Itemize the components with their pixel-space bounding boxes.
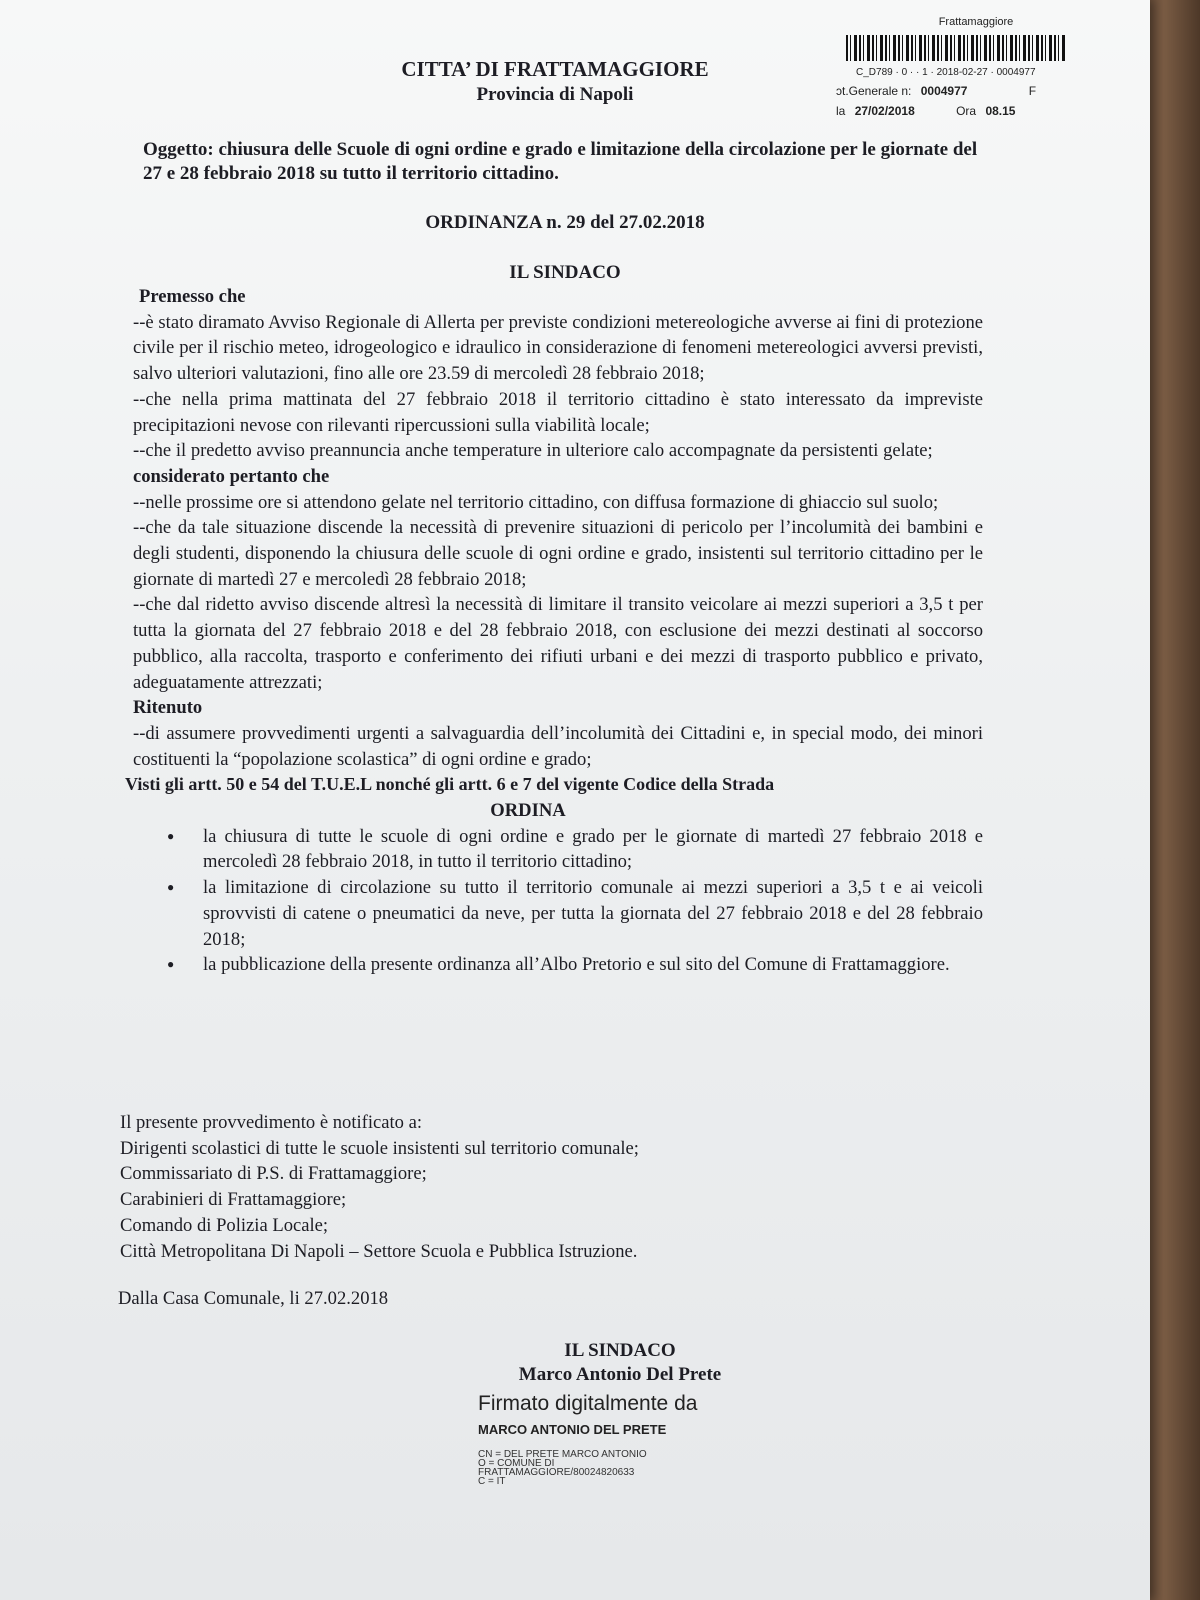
barcode	[846, 35, 1066, 61]
stamp-time-label: Ora	[956, 104, 977, 118]
protocol-stamp	[836, 16, 1076, 118]
ordina-item: ● la limitazione di circolazione su tutto il territorio comunale ai mezzi superiori a 3,5 t e ai veicoli sprovvisti di catene o pneumatici da neve, per tutta la giornata del 27 febbraio 2018 e del 28 febbraio 2018;	[203, 875, 983, 952]
ritenuto-item: --di assumere provvedimenti urgenti a salvaguardia dell’incolumità dei Cittadini e, in special modo, dei minori costituenti la “popolazione scolastica” di ogni ordine e grado;	[133, 722, 983, 770]
premesso-item: --che il predetto avviso preannuncia anche temperature in ulteriore calo accompagnate da persistenti gelate;	[133, 440, 933, 462]
stamp-prot-number: 0004977	[920, 84, 968, 98]
considerato-item: --che da tale situazione discende la necessità di prevenire situazioni di pericolo per l’incolumità dei bambini e degli studenti, disponendo la chiusura delle scuole di ogni ordine e grado, insistenti sul territorio cittadino per le giornate di martedì 27 e mercoledì 28 febbraio 2018;	[133, 517, 983, 590]
signature-block	[470, 1340, 770, 1386]
stamp-org: Frattamaggiore	[938, 16, 1014, 28]
stamp-prot-label: ɔt.Generale n:	[836, 84, 912, 98]
ordinanza-title: ORDINANZA n. 29 del 27.02.2018	[425, 212, 705, 233]
stamp-code: C_D789 · 0 · · 1 · 2018-02-27 · 0004977	[856, 67, 1036, 78]
notification-list	[120, 1110, 639, 1264]
sindaco-title: IL SINDACO	[509, 262, 621, 283]
cert-line: C = IT	[478, 1476, 506, 1487]
city-name: CITTA’ DI FRATTAMAGGIORE	[401, 57, 709, 81]
premesso-item: --che nella prima mattinata del 27 febbraio 2018 il territorio cittadino è stato interessato da impreviste precipitazioni nevose con rilevanti ripercussioni sulla viabilità locale;	[133, 388, 983, 436]
considerato-item: --che dal ridetto avviso discende altresì la necessità di limitare il transito veicolare ai mezzi superiori a 3,5 t per tutta la giornata del 27 febbraio 2018 e del 28 febbraio 2018, con esclusione dei mezzi destinati al soccorso pubblico, alla raccolta, trasporto e conferimento dei rifiuti urbani e dei mezzi di trasporto pubblico e privato, adeguatamente attrezzati;	[133, 594, 983, 693]
cert-line: O = COMUNE DI	[478, 1458, 555, 1469]
notification-recipient: Città Metropolitana Di Napoli – Settore Scuola e Pubblica Istruzione.	[120, 1240, 638, 1262]
ordinance-body	[125, 284, 983, 978]
subject: Oggetto: chiusura delle Scuole di ogni ordine e grado e limitazione della circolazione per le giornate del 27 e 28 febbraio 2018 su tutto il territorio cittadino.	[143, 139, 978, 184]
signature-title: IL SINDACO	[564, 1340, 676, 1361]
stamp-prot-flag: F	[1028, 84, 1037, 98]
ordina-heading: ORDINA	[490, 800, 566, 822]
premesso-item: --è stato diramato Avviso Regionale di Allerta per previste condizioni metereologiche avverse ai fini di protezione civile per il rischio meteo, idrogeologico e idraulico in considerazione di fenomeni metereologici avversi previsti, salvo ulteriori valutazioni, fino alle ore 23.59 di mercoledì 28 febbraio 2018;	[133, 311, 983, 385]
stamp-date: 27/02/2018	[854, 104, 915, 118]
ordina-item: ● la chiusura di tutte le scuole di ogni ordine e grado per le giornate di martedì 27 febbraio 2018 e mercoledì 28 febbraio 2018, in tutto il territorio cittadino;	[203, 824, 983, 875]
visti-line: Visti gli artt. 50 e 54 del T.U.E.L nonché gli artt. 6 e 7 del vigente Codice della Strada	[125, 774, 775, 795]
notification-intro: Il presente provvedimento è notificato a:	[120, 1112, 423, 1133]
digital-signature-name: MARCO ANTONIO DEL PRETE	[478, 1422, 667, 1437]
ordina-item: ● la pubblicazione della presente ordinanza all’Albo Pretorio e sul sito del Comune di Frattamaggiore.	[203, 952, 983, 978]
notification-recipient: Commissariato di P.S. di Frattamaggiore;	[120, 1163, 427, 1185]
place-date: Dalla Casa Comunale, li 27.02.2018	[118, 1288, 389, 1309]
signature-name: Marco Antonio Del Prete	[518, 1364, 722, 1385]
ordina-list	[133, 824, 983, 978]
notification-recipient: Comando di Polizia Locale;	[120, 1214, 329, 1236]
city-header	[370, 57, 740, 106]
certificate-details	[478, 1450, 647, 1486]
ritenuto-heading: Ritenuto	[133, 697, 203, 719]
province-name: Provincia di Napoli	[476, 84, 634, 105]
notification-recipient: Dirigenti scolastici di tutte le scuole insistenti sul territorio comunale;	[120, 1137, 639, 1159]
digital-signature	[478, 1392, 697, 1437]
stamp-protocol-row	[836, 84, 1036, 98]
digital-signature-label: Firmato digitalmente da	[478, 1392, 698, 1415]
notification-recipient: Carabinieri di Frattamaggiore;	[120, 1189, 347, 1211]
considerato-item: --nelle prossime ore si attendono gelate nel territorio cittadino, con diffusa formazione di ghiaccio sul suolo;	[133, 491, 939, 513]
considerato-heading: considerato pertanto che	[133, 465, 330, 487]
stamp-time: 08.15	[985, 104, 1016, 118]
stamp-date-row	[836, 104, 1015, 118]
cert-line: CN = DEL PRETE MARCO ANTONIO	[478, 1449, 647, 1460]
premesso-heading: Premesso che	[139, 286, 246, 307]
cert-line: FRATTAMAGGIORE/80024820633	[478, 1467, 635, 1478]
stamp-date-label: la	[836, 104, 846, 118]
